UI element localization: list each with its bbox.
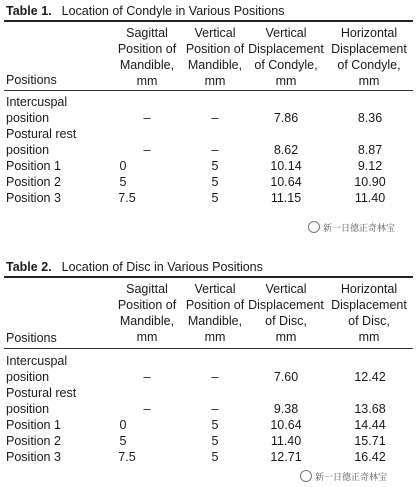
- cell: –: [211, 402, 219, 416]
- table-row: [4, 353, 413, 369]
- table-row: [4, 190, 413, 206]
- cell: 14.44: [354, 418, 386, 432]
- table-row: [4, 449, 413, 465]
- table-row: [4, 369, 413, 385]
- row-label: Position 1: [6, 418, 61, 432]
- cell: –: [211, 111, 219, 125]
- header-horizontal-displacement: Horizontal Displacement of Condyle, mm: [331, 26, 407, 88]
- row-label: position: [6, 402, 50, 416]
- header-vertical-displacement: Vertical Displacement of Disc, mm: [248, 282, 324, 344]
- cell: –: [211, 143, 219, 157]
- cell: 12.71: [270, 450, 302, 464]
- cell: 5: [211, 159, 219, 173]
- cell: 7.60: [273, 370, 299, 384]
- wechat-icon: [300, 470, 312, 482]
- cell: 5: [211, 175, 219, 189]
- cell: 5: [211, 450, 219, 464]
- table-caption: [4, 4, 413, 20]
- cell: –: [143, 143, 151, 157]
- header-horizontal-displacement: Horizontal Displacement of Disc, mm: [331, 282, 407, 344]
- cell: 8.87: [357, 143, 383, 157]
- table-row: [4, 417, 413, 433]
- cell: 0: [119, 418, 127, 432]
- cell: 10.14: [270, 159, 302, 173]
- table-row: [4, 174, 413, 190]
- table-body: [4, 349, 413, 465]
- table-row: [4, 401, 413, 417]
- watermark: 新一日德正奇林宝: [300, 470, 387, 483]
- cell: 5: [211, 418, 219, 432]
- table-body: [4, 91, 413, 206]
- table-header: [4, 278, 413, 348]
- cell: 7.5: [118, 450, 136, 464]
- cell: 7.86: [273, 111, 299, 125]
- table-row: [4, 110, 413, 126]
- row-label: Intercuspal: [6, 354, 68, 368]
- cell: 11.15: [270, 191, 302, 205]
- header-positions: Positions: [6, 331, 57, 345]
- row-label: Position 3: [6, 191, 61, 205]
- table-row: [4, 433, 413, 449]
- cell: 11.40: [354, 191, 386, 205]
- cell: 7.5: [118, 191, 136, 205]
- wechat-icon: [308, 221, 320, 233]
- row-label: Position 1: [6, 159, 61, 173]
- cell: –: [143, 402, 151, 416]
- table-title: Location of Condyle in Various Positions: [61, 4, 285, 18]
- table-label: Table 1.: [6, 4, 52, 18]
- header-vertical-position: Vertical Position of Mandible, mm: [185, 282, 245, 344]
- cell: –: [211, 370, 219, 384]
- cell: –: [143, 111, 151, 125]
- cell: 16.42: [354, 450, 386, 464]
- table-disc: [4, 260, 413, 484]
- cell: 10.90: [354, 175, 386, 189]
- cell: 9.12: [357, 159, 383, 173]
- row-label: position: [6, 111, 50, 125]
- row-label: Position 2: [6, 175, 61, 189]
- table-row: [4, 142, 413, 158]
- cell: 13.68: [354, 402, 386, 416]
- table-label: Table 2.: [6, 260, 52, 274]
- table-condyle: [4, 4, 413, 232]
- table-row: [4, 94, 413, 110]
- table-title: Location of Disc in Various Positions: [61, 260, 263, 274]
- cell: 15.71: [354, 434, 386, 448]
- row-label: Intercuspal: [6, 95, 68, 109]
- cell: 5: [211, 191, 219, 205]
- cell: 5: [211, 434, 219, 448]
- cell: 5: [119, 434, 127, 448]
- table-row: [4, 385, 413, 401]
- table-caption: [4, 260, 413, 276]
- table-header: [4, 22, 413, 90]
- cell: 0: [119, 159, 127, 173]
- watermark: 新一日德正奇林宝: [308, 221, 395, 234]
- header-vertical-position: Vertical Position of Mandible, mm: [185, 26, 245, 88]
- cell: 10.64: [270, 175, 302, 189]
- cell: –: [143, 370, 151, 384]
- header-sagittal: Sagittal Position of Mandible, mm: [117, 26, 177, 88]
- header-positions: Positions: [6, 73, 57, 87]
- cell: 9.38: [273, 402, 299, 416]
- header-sagittal: Sagittal Position of Mandible, mm: [117, 282, 177, 344]
- cell: 8.36: [357, 111, 383, 125]
- row-label: position: [6, 143, 50, 157]
- row-label: Position 3: [6, 450, 61, 464]
- cell: 10.64: [270, 418, 302, 432]
- row-label: position: [6, 370, 50, 384]
- table-row: [4, 126, 413, 142]
- cell: 12.42: [354, 370, 386, 384]
- header-vertical-displacement: Vertical Displacement of Condyle, mm: [248, 26, 324, 88]
- table-row: [4, 158, 413, 174]
- row-label: Position 2: [6, 434, 61, 448]
- cell: 11.40: [270, 434, 302, 448]
- row-label: Postural rest: [6, 386, 77, 400]
- cell: 5: [119, 175, 127, 189]
- cell: 8.62: [273, 143, 299, 157]
- row-label: Postural rest: [6, 127, 77, 141]
